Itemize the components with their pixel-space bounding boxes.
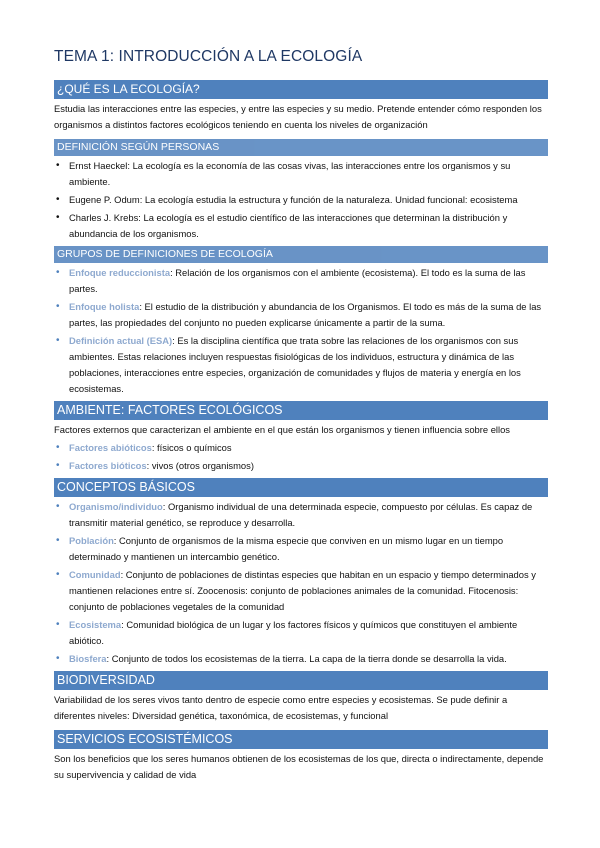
term-label: Enfoque reduccionista	[69, 267, 171, 278]
list-item: • Población: Conjunto de organismos de la misma especie que conviven en un mismo lugar en un tiempo determinado y mantienen un intercambio genético.	[56, 535, 504, 562]
bullet-icon: •	[56, 501, 60, 512]
term-label: Enfoque holista	[69, 301, 140, 312]
list-item: • Ecosistema: Comunidad biológica de un lugar y los factores físicos y químicos que constituyen el ambiente abiótico.	[56, 619, 518, 646]
list-item: • Comunidad: Conjunto de poblaciones de distintas especies que habitan en un espacio y tiempo determinados y mantienen relaciones entre sí. Zoocenosis: conjunto de poblaciones animales de la comunidad. Fitocenosis: conjunto de poblaciones vegetales de la comunidad	[56, 569, 536, 612]
list-item: • Factores abióticos: físicos o químicos	[54, 440, 548, 456]
bullet-icon: •	[56, 301, 60, 312]
list-item: • Enfoque holista: El estudio de la distribución y abundancia de los Organismos. El todo es más de la suma de las partes, las propiedades del conjunto no pueden explicarse únicamente a partir de la suma.	[56, 301, 542, 328]
bullet-icon: •	[56, 619, 60, 630]
list-item: • Biosfera: Conjunto de todos los ecosistemas de la tierra. La capa de la tierra donde se desarrolla la vida.	[54, 651, 548, 667]
list-factores	[54, 440, 548, 474]
document-page	[54, 48, 548, 789]
term-label: Población	[69, 535, 114, 546]
paragraph-biodiversidad: Variabilidad de los seres vivos tanto dentro de especie como entre especies y ecosistemas. Se pude definir a diferentes niveles: Diversidad genética, taxonómica, de ecosistemas, y funcional	[54, 694, 508, 721]
section-heading-que-es: ¿QUÉ ES LA ECOLOGÍA?	[54, 80, 548, 99]
list-item: • Ernst Haeckel: La ecología es la economía de las cosas vivas, las interacciones entre los organismos y su ambiente.	[56, 160, 511, 187]
term-label: Comunidad	[69, 569, 121, 580]
subheading-definicion-personas: DEFINICIÓN SEGÚN PERSONAS	[54, 139, 548, 156]
bullet-icon: •	[56, 212, 60, 223]
bullet-icon: •	[56, 569, 60, 580]
subheading-grupos-definiciones: GRUPOS DE DEFINICIONES DE ECOLOGÍA	[54, 246, 548, 263]
page-title: TEMA 1: INTRODUCCIÓN A LA ECOLOGÍA	[54, 48, 363, 65]
list-definiciones-personas	[54, 158, 548, 242]
term-label: Ecosistema	[69, 619, 122, 630]
list-item: • Eugene P. Odum: La ecología estudia la estructura y función de la naturaleza. Unidad funcional: ecosistema	[54, 192, 548, 208]
list-item: • Charles J. Krebs: La ecología es el estudio científico de las interacciones que determinan la distribución y abundancia de los organismos.	[56, 212, 508, 239]
bullet-icon: •	[56, 460, 60, 471]
term-label: Definición actual (ESA)	[69, 335, 173, 346]
section-heading-conceptos: CONCEPTOS BÁSICOS	[54, 478, 548, 497]
bullet-icon: •	[56, 160, 60, 171]
term-label: Organismo/individuo	[69, 501, 163, 512]
list-conceptos	[54, 499, 548, 667]
term-label: Factores abióticos	[69, 442, 152, 453]
section-heading-ambiente: AMBIENTE: FACTORES ECOLÓGICOS	[54, 401, 548, 420]
term-label: Factores bióticos	[69, 460, 147, 471]
bullet-icon: •	[56, 653, 60, 664]
term-label: Biosfera	[69, 653, 107, 664]
bullet-icon: •	[56, 335, 60, 346]
list-item: • Definición actual (ESA): Es la disciplina científica que trata sobre las relaciones de los organismos con sus ambientes. Estas relaciones incluyen respuestas fisiológicas de los individuos, estructura y dinámica de las poblaciones, interacciones entre especies, organización de comunidades y flujos de materia y energía en los ecosistemas.	[56, 335, 521, 394]
bullet-icon: •	[56, 535, 60, 546]
paragraph-que-es: Estudia las interacciones entre las especies, y entre las especies y su medio. Pretende entender cómo responden los organismos a distintos factores ecológicos teniendo en cuenta los niveles de organización	[54, 103, 542, 130]
bullet-icon: •	[56, 442, 60, 453]
paragraph-servicios: Son los beneficios que los seres humanos obtienen de los ecosistemas de los que, directa o indirectamente, depende su supervivencia y calidad de vida	[54, 753, 544, 780]
bullet-icon: •	[56, 267, 60, 278]
list-item: • Factores bióticos: vivos (otros organismos)	[54, 458, 548, 474]
list-item: • Organismo/individuo: Organismo individual de una determinada especie, compuesto por células. Es capaz de transmitir material genético, se reproduce y desarrolla.	[56, 501, 533, 528]
list-grupos-definiciones	[54, 265, 548, 397]
section-heading-servicios: SERVICIOS ECOSISTÉMICOS	[54, 730, 548, 749]
bullet-icon: •	[56, 194, 60, 205]
section-heading-biodiversidad: BIODIVERSIDAD	[54, 671, 548, 690]
list-item: • Enfoque reduccionista: Relación de los organismos con el ambiente (ecosistema). El todo es la suma de las partes.	[56, 267, 526, 294]
paragraph-ambiente: Factores externos que caracterizan el ambiente en el que están los organismos y tienen influencia sobre ellos	[54, 424, 510, 435]
